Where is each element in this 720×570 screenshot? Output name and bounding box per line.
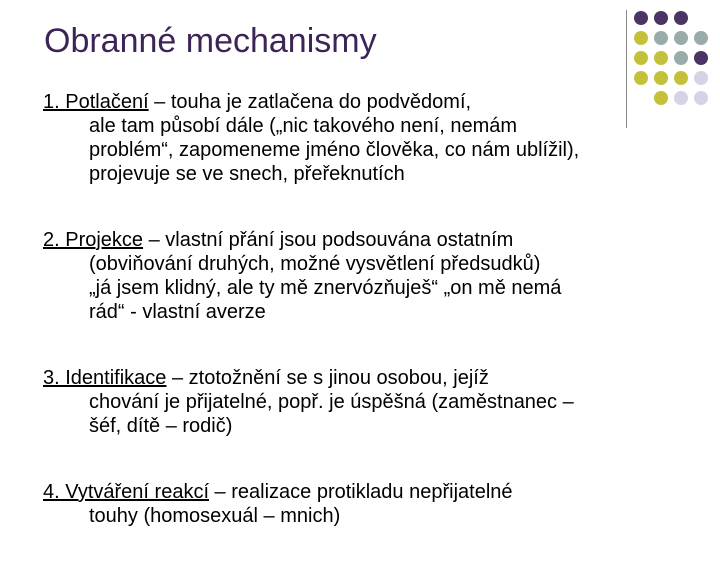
decorative-dot: [674, 31, 688, 45]
item-term: 3. Identifikace: [43, 367, 167, 389]
decorative-dot: [694, 51, 708, 65]
decorative-dot: [654, 71, 668, 85]
decorative-dot: [654, 51, 668, 65]
item-line: problém“, zapomeneme jméno člověka, co nám ublížil),: [89, 139, 580, 161]
decorative-dot: [654, 11, 668, 25]
decorative-dot: [634, 71, 648, 85]
item-term: 4. Vytváření reakcí: [43, 481, 209, 503]
item-text: – touha je zatlačena do podvědomí,: [148, 91, 472, 113]
item-line: (obviňování druhých, možné vysvětlení předsudků): [89, 253, 541, 275]
decorative-dot: [634, 51, 648, 65]
item-text: – ztotožnění se s jinou osobou, jejíž: [166, 367, 489, 389]
item-line: šéf, dítě – rodič): [89, 415, 233, 437]
item-text: – vlastní přání jsou podsouvána ostatním: [143, 229, 514, 251]
list-item-potlaceni: [43, 90, 703, 186]
decorative-dot: [694, 31, 708, 45]
item-first-line: [43, 90, 703, 114]
item-first-line: [43, 480, 703, 504]
decorative-dot: [694, 71, 708, 85]
list-item-vytvareni-reakci: [43, 480, 703, 528]
item-line: rád“ - vlastní averze: [89, 301, 266, 323]
item-line: projevuje se ve snech, přeřeknutích: [89, 163, 405, 185]
item-line: chování je přijatelné, popř. je úspěšná (zaměstnanec –: [89, 391, 574, 413]
decorative-dot: [634, 11, 648, 25]
decorative-dot: [654, 31, 668, 45]
item-first-line: [43, 366, 703, 390]
decorative-dot: [634, 31, 648, 45]
slide-body: [43, 90, 703, 570]
list-item-identifikace: [43, 366, 703, 438]
item-line: „já jsem klidný, ale ty mě znervózňuješ“ „on mě nemá: [89, 277, 562, 299]
item-term: 1. Potlačení: [43, 91, 149, 113]
decorative-dot: [674, 71, 688, 85]
decorative-dot: [674, 51, 688, 65]
item-text: – realizace protikladu nepřijatelné: [209, 481, 513, 503]
list-item-projekce: [43, 228, 703, 324]
item-first-line: [43, 228, 703, 252]
item-term: 2. Projekce: [43, 229, 144, 251]
slide-title: Obranné mechanismy: [44, 22, 377, 60]
item-line: ale tam působí dále („nic takového není, nemám: [89, 115, 518, 137]
item-line: touhy (homosexuál – mnich): [89, 505, 341, 527]
decorative-dot: [674, 11, 688, 25]
